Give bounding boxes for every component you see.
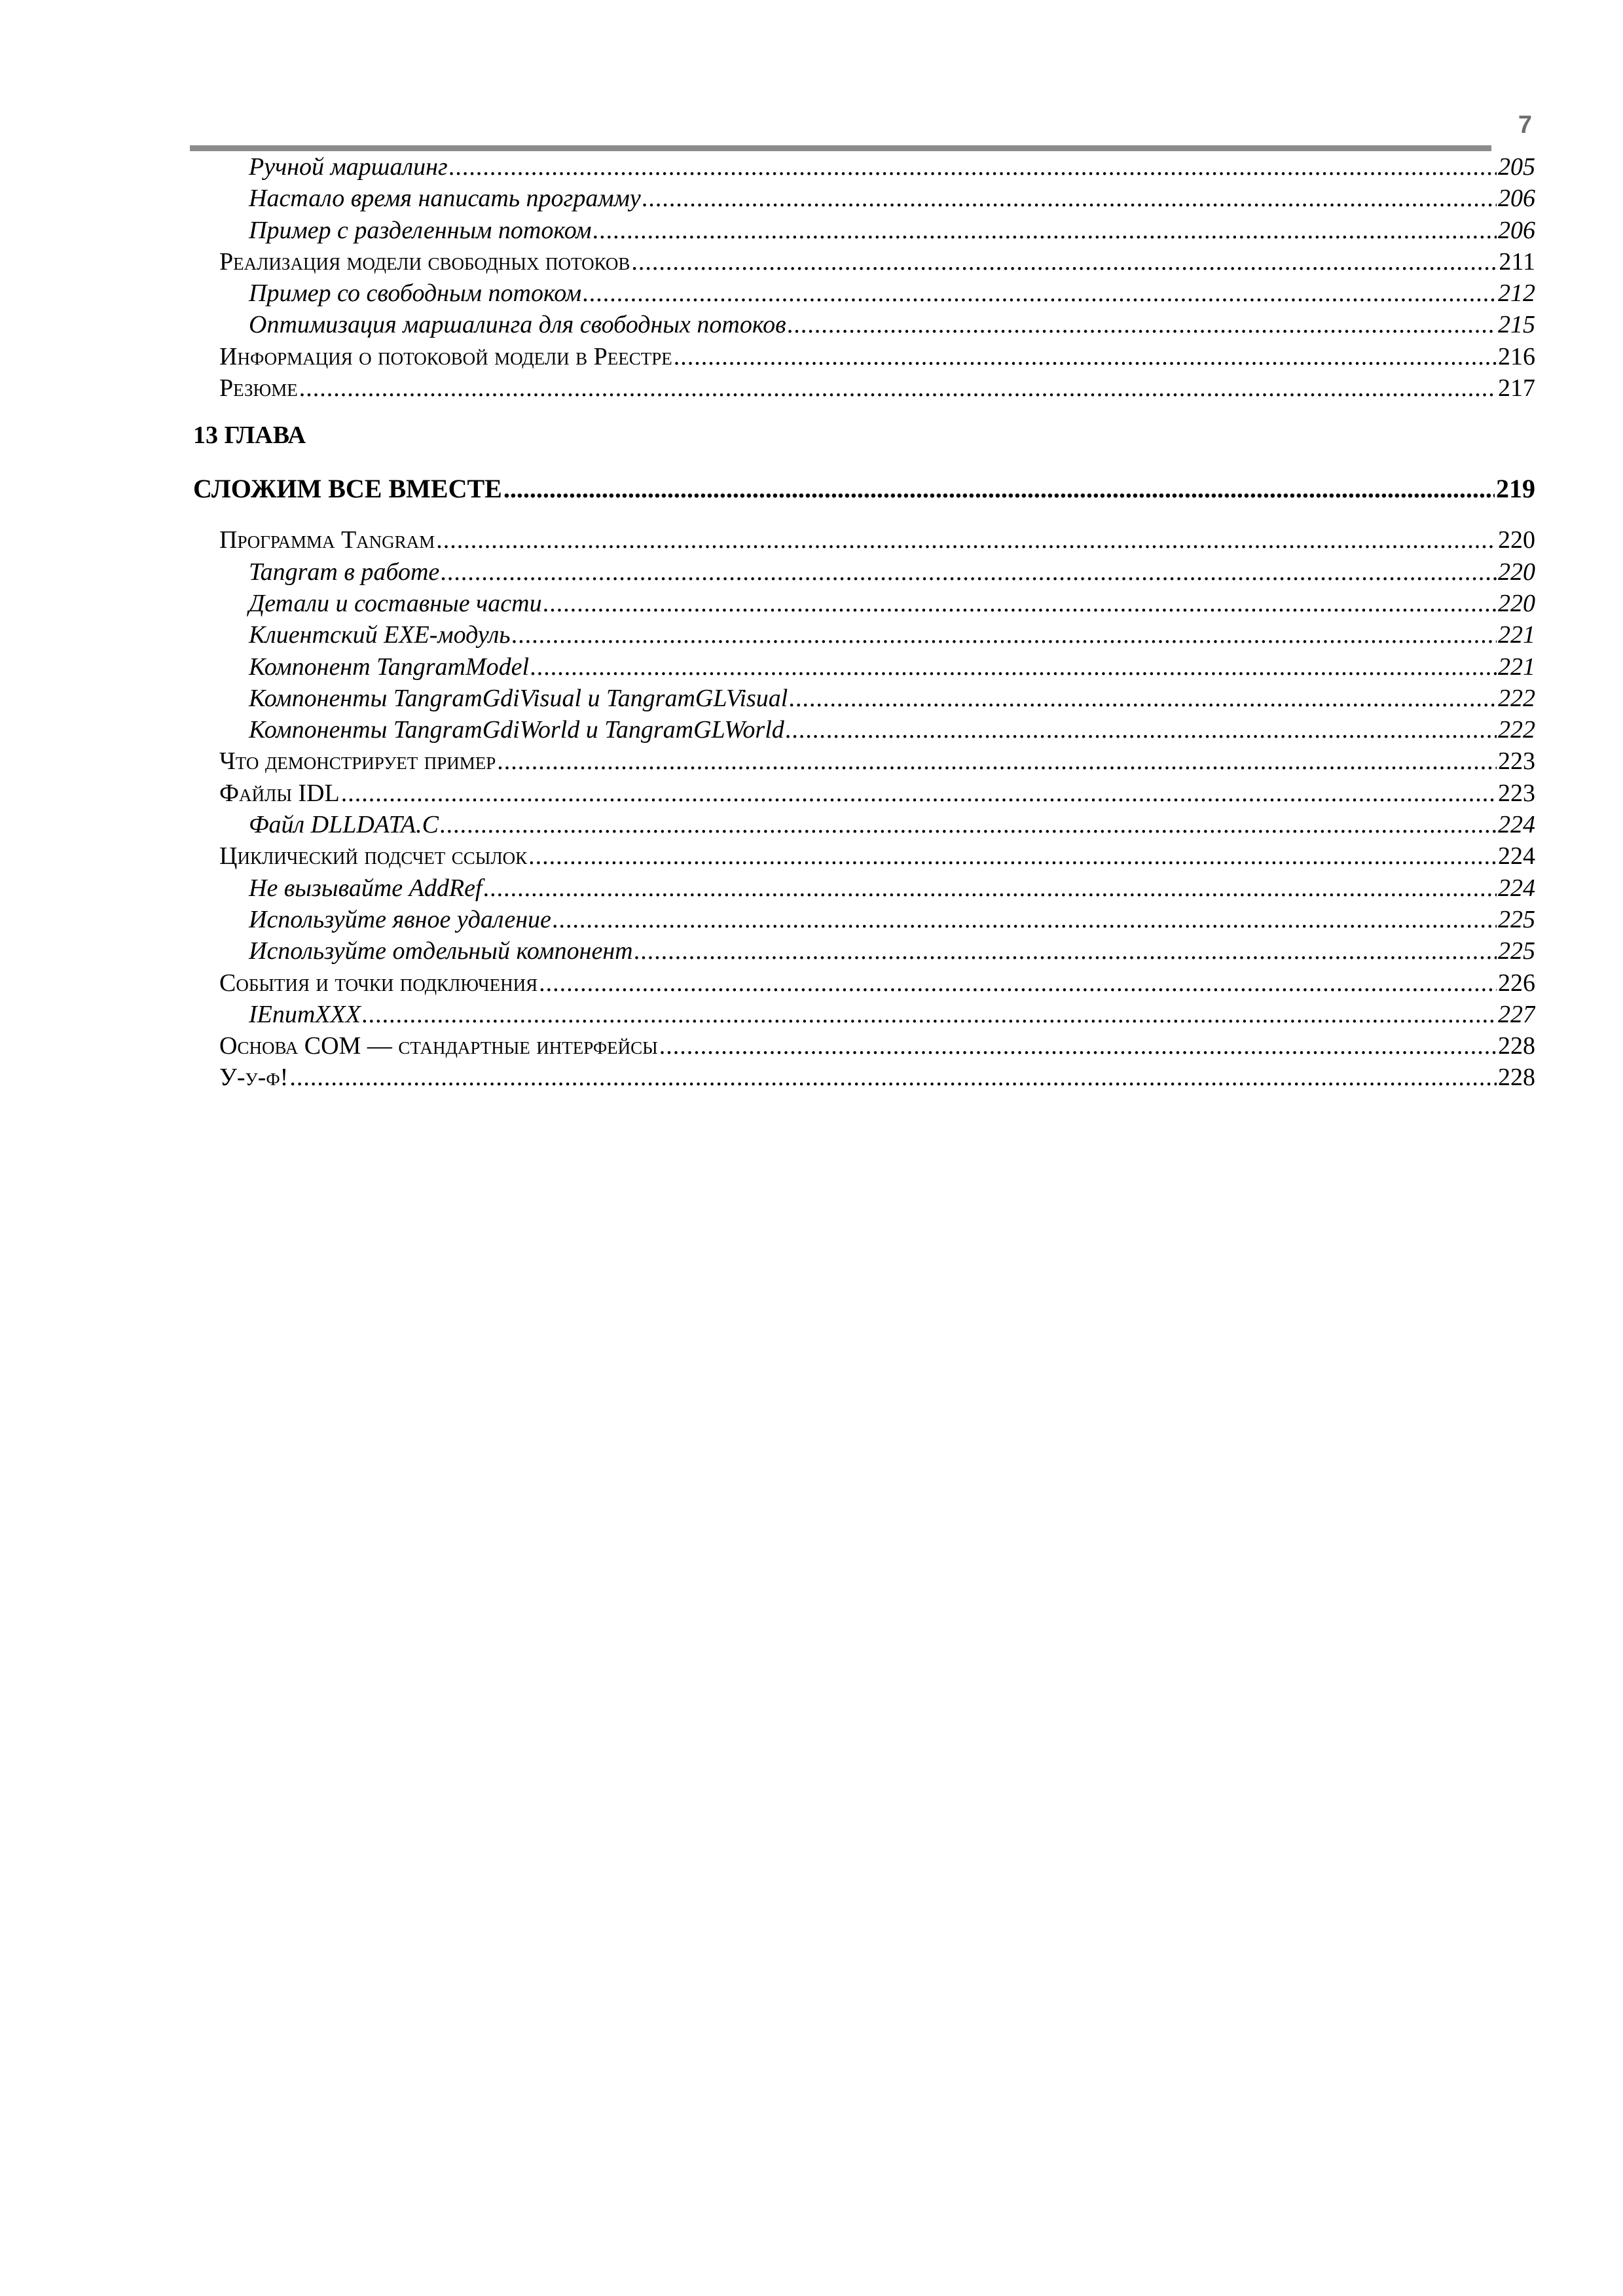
toc-section-entry[interactable] [193,1062,1535,1093]
toc-entry-title: Реализация модели свободных потоков [219,246,630,278]
page-number: 7 [1518,111,1532,139]
dot-leader [634,935,1497,967]
toc-entry-page-number: 215 [1498,311,1535,339]
dot-leader [497,745,1497,777]
toc-section-entry[interactable] [193,840,1535,872]
toc-entry-page-number: 206 [1498,216,1535,244]
toc-entry-title: Детали и составные части [249,588,542,619]
toc-entry-page-number: 220 [1498,558,1535,586]
toc-subsection-entry[interactable] [193,714,1535,745]
toc-entry-title: Пример с разделенным потоком [249,215,592,246]
dot-leader [631,246,1497,278]
toc-entry-title: Файл DLLDATA.C [249,809,439,840]
toc-entry-page-number: 224 [1498,874,1535,902]
toc-subsection-entry[interactable] [193,809,1535,840]
dot-leader [441,556,1497,588]
header-rule [190,145,1491,151]
toc-entry-page-number: 211 [1499,247,1535,276]
toc-entry-page-number: 221 [1498,653,1535,681]
toc-entry-page-number: 228 [1498,1064,1535,1092]
toc-entry-page-number: 223 [1498,779,1535,807]
toc-section-chapter-13 [193,524,1535,1093]
toc-entry-title: Tangram в работе [249,556,439,588]
toc-entry-title: Циклический подсчет ссылок [219,840,527,872]
toc-subsection-entry[interactable] [193,999,1535,1030]
dot-leader [528,840,1497,872]
toc-subsection-entry[interactable] [193,683,1535,714]
dot-leader [299,372,1497,404]
toc-section-entry[interactable] [193,372,1535,404]
dot-leader [530,651,1497,683]
chapter-title: СЛОЖИМ ВСЕ ВМЕСТЕ [193,474,502,504]
toc-entry-title: Что демонстрирует пример [219,745,496,777]
toc-entry-page-number: 224 [1498,842,1535,870]
toc-entry-title: Ручной маршалинг [249,151,448,183]
toc-entry-page-number: 225 [1498,905,1535,933]
toc-subsection-entry[interactable] [193,935,1535,967]
toc-entry-title: Используйте явное удаление [249,904,551,935]
toc-subsection-entry[interactable] [193,151,1535,183]
dot-leader [543,588,1497,619]
dot-leader [789,683,1497,714]
toc-entry-page-number: 217 [1498,374,1535,403]
toc-subsection-entry[interactable] [193,651,1535,683]
toc-entry-title: Программа Tangram [219,524,435,556]
toc-entry-page-number: 223 [1498,747,1535,776]
dot-leader [674,341,1497,372]
toc-subsection-entry[interactable] [193,588,1535,619]
dot-leader [449,151,1497,183]
toc-entry-page-number: 205 [1498,153,1535,181]
toc-section-entry[interactable] [193,1030,1535,1062]
chapter-label: 13 ГЛАВА [193,422,306,450]
chapter-page-number: 219 [1496,474,1535,504]
toc-subsection-entry[interactable] [193,278,1535,309]
dot-leader [593,215,1497,246]
toc-subsection-entry[interactable] [193,215,1535,246]
toc-entry-title: Оптимизация маршалинга для свободных потоков [249,309,786,340]
toc-entry-page-number: 222 [1498,716,1535,744]
table-of-contents [193,151,1535,1094]
toc-entry-title: У-у-ф! [219,1062,288,1093]
toc-entry-title: Пример со свободным потоком [249,278,581,309]
toc-entry-title: Компоненты TangramGdiVisual и TangramGLVisual [249,683,788,714]
toc-entry-page-number: 220 [1498,589,1535,617]
toc-entry-page-number: 226 [1498,969,1535,997]
toc-entry-page-number: 224 [1498,811,1535,839]
toc-entry-page-number: 216 [1498,342,1535,370]
toc-entry-title: Клиентский EXE-модуль [249,619,511,651]
toc-section-chapter-12-tail [193,151,1535,404]
toc-entry-page-number: 225 [1498,937,1535,965]
dot-leader [503,473,1495,505]
toc-entry-page-number: 212 [1498,279,1535,308]
toc-entry-title: Файлы IDL [219,778,340,809]
toc-subsection-entry[interactable] [193,309,1535,340]
toc-entry-title: Настало время написать программу [249,183,641,214]
toc-entry-title: Резюме [219,372,298,404]
dot-leader [788,309,1497,340]
toc-entry-title: Основа COM — стандартные интерфейсы [219,1030,658,1062]
dot-leader [583,278,1497,309]
toc-entry-title: IEnumXXX [249,999,361,1030]
toc-entry-page-number: 228 [1498,1032,1535,1060]
toc-entry-page-number: 220 [1498,526,1535,554]
toc-entry-page-number: 227 [1498,1000,1535,1028]
dot-leader [659,1030,1497,1062]
toc-section-entry[interactable] [193,778,1535,809]
dot-leader [440,809,1497,840]
dot-leader [362,999,1497,1030]
dot-leader [436,524,1497,556]
dot-leader [512,619,1497,651]
toc-section-entry[interactable] [193,745,1535,777]
toc-subsection-entry[interactable] [193,183,1535,214]
toc-entry-page-number: 206 [1498,185,1535,213]
toc-section-entry[interactable] [193,246,1535,278]
toc-entry-title: Не вызывайте AddRef [249,872,483,904]
toc-entry-title: Компоненты TangramGdiWorld и TangramGLWorld [249,714,784,745]
toc-section-entry[interactable] [193,967,1535,999]
toc-entry-title: Используйте отдельный компонент [249,935,633,967]
toc-subsection-entry[interactable] [193,556,1535,588]
toc-entry-page-number: 222 [1498,684,1535,712]
chapter-title-entry[interactable] [193,473,1535,505]
dot-leader [642,183,1497,214]
toc-section-entry[interactable] [193,524,1535,556]
dot-leader [553,904,1497,935]
toc-subsection-entry[interactable] [193,619,1535,651]
dot-leader [484,872,1497,904]
toc-entry-title: События и точки подключения [219,967,538,999]
dot-leader [786,714,1497,745]
toc-entry-title: Компонент TangramModel [249,651,529,683]
dot-leader [341,778,1497,809]
toc-subsection-entry[interactable] [193,904,1535,935]
dot-leader [539,967,1497,999]
toc-section-entry[interactable] [193,341,1535,372]
toc-entry-title: Информация о потоковой модели в Реестре [219,341,672,372]
dot-leader [289,1062,1497,1093]
toc-entry-page-number: 221 [1498,621,1535,649]
toc-subsection-entry[interactable] [193,872,1535,904]
